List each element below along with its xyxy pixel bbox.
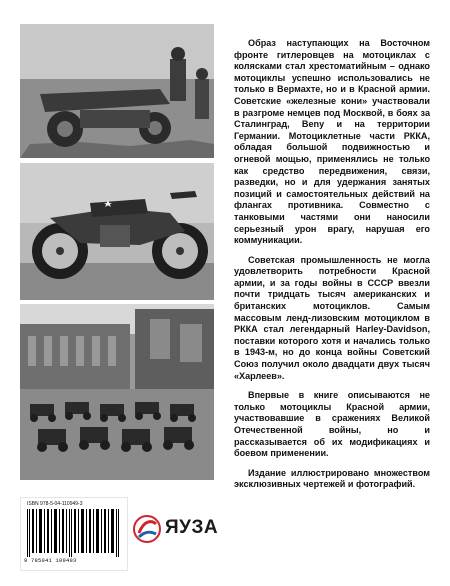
barcode-bars [27,509,121,557]
barcode-number: 9 785041 109493 [24,557,77,564]
photo-motorcycle-side-view [20,163,214,300]
description-text [234,38,430,499]
paragraph-1: Образ наступающих на Восточном фронте гитлеровцев на мотоциклах с колясками стал хрестоматийным – однако мотоциклы успешно использовались не только в Вермахте, но и в Красной армии. Советские «железные кони» участвовали в разгроме немцев под Москвой, в боях за Сталинград, Веny и на территории Германии. Мотоциклетные части РККА, обладая большой подвижностью и огневой мощью, применялись не только как средство передвижения, связи, разведки, но и для удержания занятых позиций и самостоятельных действий на флангах противника. Совместно с танковыми частями они наносили серьезный урон врагу, нарушая его коммуникации. [234,38,430,246]
barcode [20,497,128,571]
isbn-label: ISBN 978-5-04-110949-3 [27,501,83,507]
publisher-logo [132,510,219,548]
paragraph-3: Впервые в книге описываются не только мотоциклы Красной армии, участвовавшие в сражениях Великой Отечественной войны, но и рассказывается об их модификациях и боевом применении. [234,390,430,459]
paragraph-4: Издание иллюстрировано множеством эксклюзивных чертежей и фотографий. [234,467,430,490]
publisher-logo-text: ЯУЗА [165,517,219,538]
paragraph-2: Советская промышленность не могла удовлетворить потребности Красной армии, и за годы войны в СССР ввезли почти тридцать тысяч американских и британских мотоциклов. Самым массовым ленд-лизовским мотоциклом в РККА стал легендарный Harley-Davidson, поставки которого хотя и начались только в 1943-м, но до конца войны Советский Союз получил около двадцати двух тысяч «Харлеев». [234,254,430,381]
photo-motorcycle-sidecar-machine-gun [20,24,214,158]
photo-motorcycle-parade-square [20,304,214,480]
